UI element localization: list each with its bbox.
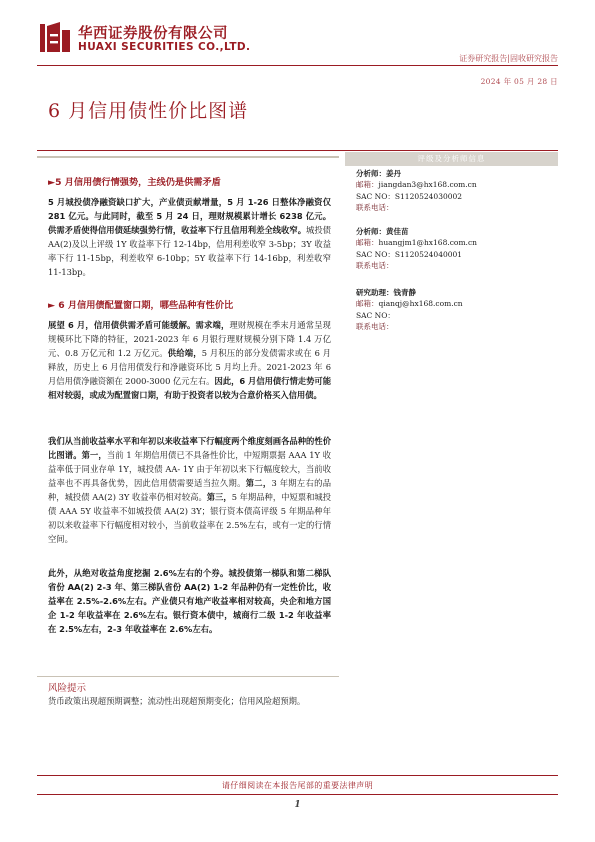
analyst-card bbox=[356, 168, 556, 214]
analyst-sac-row: SAC NO：S1120524030002 bbox=[356, 191, 463, 201]
analyst-role: 分析师：黄佳苗 bbox=[356, 227, 409, 236]
analyst-email-row: 邮箱：huangjm1@hx168.com.cn bbox=[356, 238, 477, 248]
summary-column bbox=[48, 176, 331, 642]
analyst-email[interactable]: qianqj@hx168.com.cn bbox=[378, 299, 463, 309]
report-type: 证券研究报告|固收研究报告 bbox=[459, 54, 558, 63]
analyst-phone-label: 联系电话： bbox=[356, 203, 394, 213]
paragraph-3 bbox=[48, 434, 331, 546]
analyst-phone-label: 联系电话： bbox=[356, 261, 394, 271]
section-1-text: 城投债 AA(2)及以上评级 1Y 收益率下行 12-14bp，信用利差收窄 3-5bp；3Y 收益率下行 11-15bp，利差收窄 6-10bp；5Y 收益率下行 14-16bp，利差收窄 11-13bp。 bbox=[48, 225, 331, 277]
analyst-email-row: 邮箱：qianqj@hx168.com.cn bbox=[356, 299, 463, 309]
paragraph-3-text-2: 3 年期左右的品种，城投债 AA(2) 3Y 收益率仍相对较高。 bbox=[48, 478, 331, 502]
page-number: 1 bbox=[294, 800, 301, 810]
paragraph-3-bold: 我们从当前收益率水平和年初以来收益率下行幅度两个维度刻画各品种的性价比图谱。第一， bbox=[48, 436, 331, 460]
paragraph-3-text-3: 5 年期品种，中短票和城投债 AAA 5Y 收益率不如城投债 AA(2) 3Y；银行资本债高评级 5 年期品种年初以来收益率下行幅度相对较小，当前收益率在 2.5%左右，或有一定的行情空间。 bbox=[48, 492, 331, 544]
brand-name-cn: 华西证券股份有限公司 bbox=[78, 26, 228, 42]
analyst-sac: S1120524040001 bbox=[394, 249, 463, 259]
section-2-bold-text-2: 供给端， bbox=[167, 348, 202, 358]
legal-notice: 请仔细阅读在本报告尾部的重要法律声明 bbox=[221, 781, 374, 790]
footer-divider-2 bbox=[37, 794, 558, 795]
title-divider bbox=[37, 150, 558, 151]
paragraph-4 bbox=[48, 566, 331, 636]
analyst-email[interactable]: huangjm1@hx168.com.cn bbox=[378, 238, 477, 248]
analyst-card bbox=[356, 287, 556, 333]
section-2-text-2: 5 月积压的部分发债需求或在 6 月释放，历史上 6 月信用债发行和净融资环比 5 月均上升。2021-2023 年 6 月信用债净融资额在 2000-3000 亿元左右。 bbox=[48, 348, 331, 386]
analyst-card bbox=[356, 226, 556, 272]
section-1-bold-text: 5 月城投债净融资缺口扩大，产业债贡献增量，5 月 1-26 日整体净融资仅 281 亿元。与此同时，截至 5 月 24 日，理财规模累计增长 6238 亿元。供需矛盾使得信用债延续强势行情，收益率下行且信用利差全线收窄。 bbox=[48, 197, 331, 235]
paragraph-3-bold-2: 第二， bbox=[245, 478, 272, 488]
page-title: 6 月信用债性价比图谱 bbox=[48, 100, 249, 122]
section-2-text: 理财规模在季末月通常呈现规模环比下降的特征，2021-2023 年 6 月银行理财规模分别下降 1.4 万亿元、0.8 万亿元和 1.2 万亿元。 bbox=[48, 320, 331, 358]
analyst-phone-label: 联系电话： bbox=[356, 322, 394, 332]
analyst-email-row: 邮箱：jiangdan3@hx168.com.cn bbox=[356, 180, 477, 190]
risk-title: 风险提示 bbox=[48, 683, 87, 694]
analyst-sac: S1120524030002 bbox=[394, 191, 463, 201]
analyst-sac-row: SAC NO： bbox=[356, 310, 395, 320]
header-divider bbox=[37, 65, 558, 66]
section-1-paragraph bbox=[48, 195, 331, 279]
analyst-role: 研究助理：钱青静 bbox=[356, 288, 416, 297]
left-column-top-rule bbox=[37, 156, 339, 158]
report-date: 2024 年 05 月 28 日 bbox=[480, 77, 558, 86]
paragraph-3-bold-3: 第三， bbox=[206, 492, 232, 502]
section-2-bold-text-3: 因此，6 月信用债行情走势可能相对较弱，或成为配置窗口期，有助于投资者以较为合意价格买入信用债。 bbox=[48, 376, 331, 400]
analyst-info-header: 评级及分析师信息 bbox=[345, 152, 558, 166]
footer-divider bbox=[37, 775, 558, 776]
paragraph-4-bold: 此外，从绝对收益角度挖掘 2.6%左右的个券。城投债第一梯队和第二梯队省份 AA(2) 2-3 年、第三梯队省份 AA(2) 1-2 年品种仍有一定性价比，收益率在 2.5%-2.6%左右。产业债只有地产收益率相对较高，央企和地方国企 1-2 年收益率在 2.6%左右。银行资本债中，城商行二级 1-2 年收益率在 2.5%左右，2-3 年收益率在 2.6%左右。 bbox=[48, 568, 331, 634]
section-heading-2: ► 6 月信用债配置窗口期，哪些品种有性价比 bbox=[48, 300, 234, 311]
analyst-sac-row: SAC NO：S1120524040001 bbox=[356, 249, 463, 259]
risk-divider bbox=[37, 676, 339, 677]
risk-text: 货币政策出现超预期调整；流动性出现超预期变化；信用风险超预期。 bbox=[48, 696, 306, 706]
section-2-bold-text: 展望 6 月，信用债供需矛盾可能缓解。需求端， bbox=[48, 320, 230, 330]
analyst-role: 分析师：姜丹 bbox=[356, 169, 401, 178]
analyst-email[interactable]: jiangdan3@hx168.com.cn bbox=[378, 180, 477, 190]
section-heading-1: ►5 月信用债行情强势，主线仍是供需矛盾 bbox=[48, 177, 221, 188]
section-2-paragraph bbox=[48, 318, 331, 402]
paragraph-3-text: 当前 1 年期信用债已不具备性价比，中短期票据 AAA 1Y 收益率低于同业存单 1Y，城投债 AA- 1Y 由于年初以来下行幅度较大，当前收益率也不再具备优势，因此信用债需要适当拉久期。 bbox=[48, 450, 331, 488]
brand-name-en: HUAXI SECURITIES CO.,LTD. bbox=[78, 41, 251, 53]
huaxi-logo-icon bbox=[38, 20, 72, 54]
